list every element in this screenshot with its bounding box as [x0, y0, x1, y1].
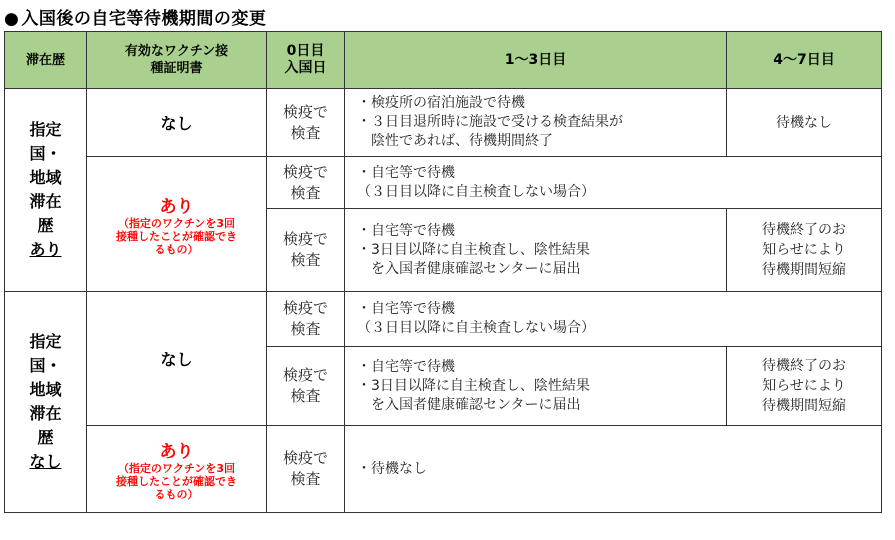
vaccine-yes: あり （指定のワクチンを3回 接種したことが確認でき るもの） — [87, 426, 267, 513]
table-row — [5, 157, 882, 209]
quarantine-test-cell: 検疫で 検査 — [267, 209, 345, 292]
day1-7-cell: ・待機なし — [345, 426, 882, 513]
quarantine-test-cell: 検疫で 検査 — [267, 89, 345, 157]
day4-7-cell: 待機終了のお 知らせにより 待機期間短縮 — [727, 347, 882, 426]
header-history: 滞在歴 — [5, 32, 87, 89]
vaccine-none: なし — [87, 89, 267, 157]
header-row — [5, 32, 882, 89]
table-row — [5, 89, 882, 157]
day1-7-cell: ・自宅等で待機 （３日目以降に自主検査しない場合） — [345, 157, 882, 209]
region-history-yes: 指定 国・ 地域 滞在 歴 あり — [5, 89, 87, 292]
quarantine-test-cell: 検疫で 検査 — [267, 157, 345, 209]
header-day1-3: 1～3日目 — [345, 32, 727, 89]
day1-3-cell: ・自宅等で待機 ・3日目以降に自主検査し、陰性結果 を入国者健康確認センターに届出 — [345, 209, 727, 292]
day1-7-cell: ・自宅等で待機 （３日目以降に自主検査しない場合） — [345, 292, 882, 347]
table-row — [5, 426, 882, 513]
day4-7-cell: 待機なし — [727, 89, 882, 157]
bullet-icon: ● — [4, 9, 20, 29]
quarantine-test-cell: 検疫で 検査 — [267, 292, 345, 347]
vaccine-none: なし — [87, 292, 267, 426]
quarantine-test-cell: 検疫で 検査 — [267, 426, 345, 513]
day1-3-cell: ・自宅等で待機 ・3日目以降に自主検査し、陰性結果 を入国者健康確認センターに届出 — [345, 347, 727, 426]
vaccine-yes: あり （指定のワクチンを3回 接種したことが確認でき るもの） — [87, 157, 267, 292]
header-day0: 0日目 入国日 — [267, 32, 345, 89]
day4-7-cell: 待機終了のお 知らせにより 待機期間短縮 — [727, 209, 882, 292]
day1-3-cell: ・検疫所の宿泊施設で待機 ・３日目退所時に施設で受ける検査結果が 陰性であれば、待機期間終了 — [345, 89, 727, 157]
quarantine-test-cell: 検疫で 検査 — [267, 347, 345, 426]
quarantine-table — [4, 31, 882, 513]
table-row — [5, 292, 882, 347]
header-day4-7: 4～7日目 — [727, 32, 882, 89]
header-vaccine: 有効なワクチン接 種証明書 — [87, 32, 267, 89]
region-history-no: 指定 国・ 地域 滞在 歴 なし — [5, 292, 87, 513]
page-title: ● 入国後の自宅等待機期間の変更 — [4, 9, 267, 29]
